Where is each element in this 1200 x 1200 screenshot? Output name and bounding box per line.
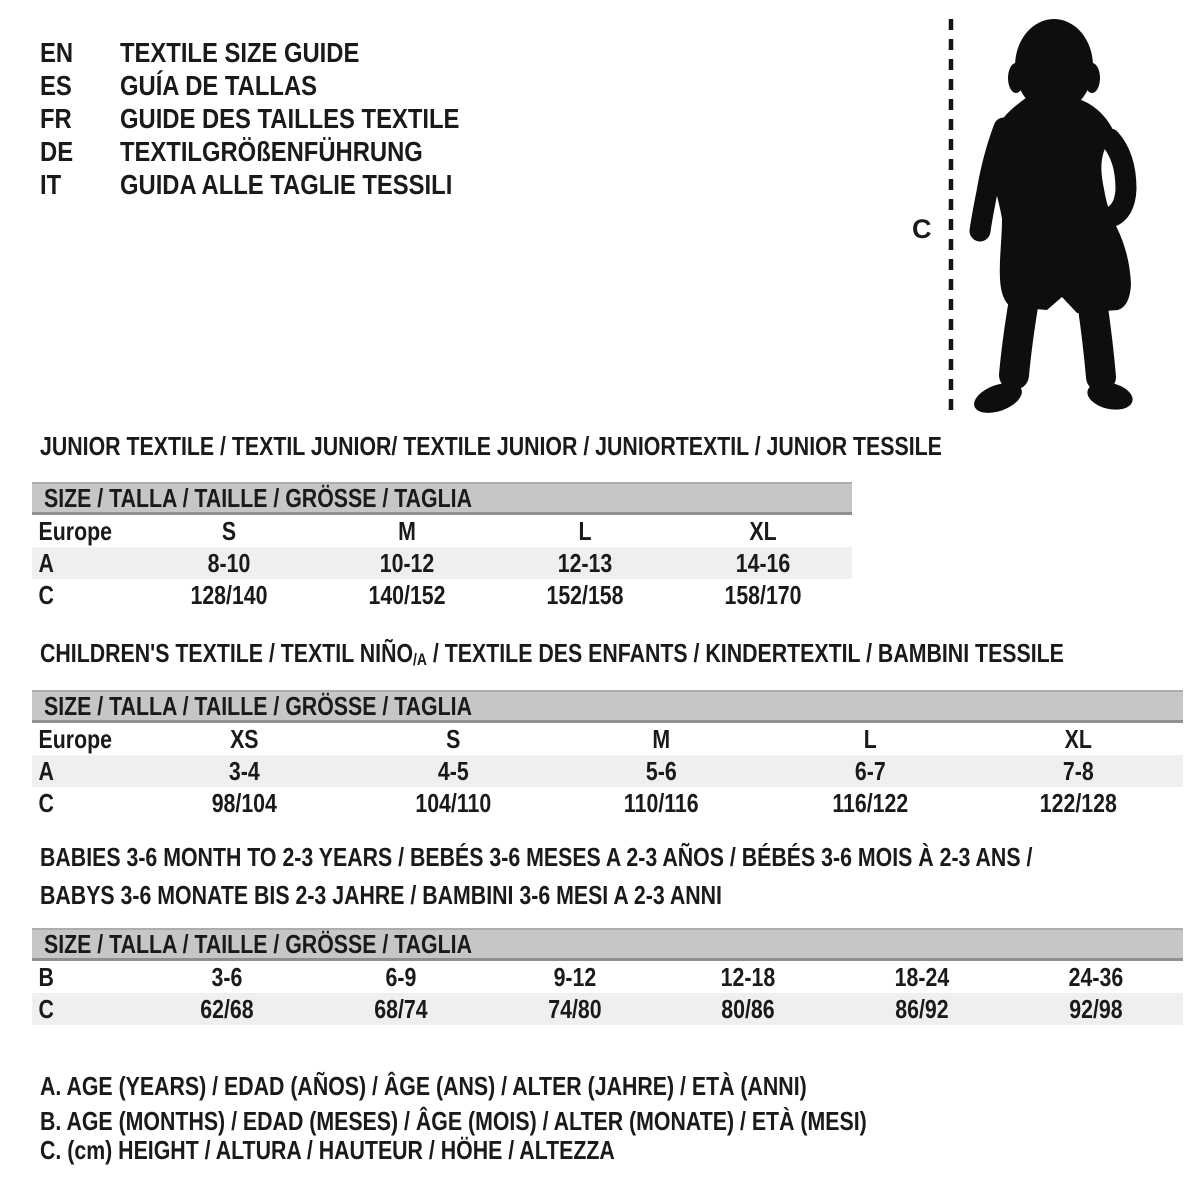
height-cell: 98/104 xyxy=(211,787,277,818)
children-title-text: CHILDREN'S TEXTILE / TEXTIL NIÑO xyxy=(40,638,414,668)
children-title-subscript: /A xyxy=(413,650,428,669)
children-section-title xyxy=(40,640,1064,670)
language-code: ES xyxy=(40,69,72,101)
junior-section-title: JUNIOR TEXTILE / TEXTIL JUNIOR/ TEXTILE JUNIOR / JUNIORTEXTIL / JUNIOR TESSILE xyxy=(40,431,942,461)
age-cell: 3-4 xyxy=(228,755,260,786)
size-cell: S xyxy=(445,723,461,754)
height-cell: 62/68 xyxy=(200,993,254,1024)
table-row xyxy=(32,993,1183,1025)
babies-section-title-line2: BABYS 3-6 MONATE BIS 2-3 JAHRE / BAMBINI 3-6 MESI A 2-3 ANNI xyxy=(40,880,722,910)
age-cell: 7-8 xyxy=(1063,755,1095,786)
row-label: C xyxy=(38,993,54,1024)
table-row xyxy=(32,723,1183,755)
language-label: TEXTILGRÖßENFÜHRUNG xyxy=(120,135,423,167)
size-cell: XL xyxy=(749,515,777,546)
language-list xyxy=(40,36,519,201)
age-cell: 24-36 xyxy=(1068,961,1124,992)
toddler-right-arm xyxy=(1110,139,1126,217)
legend-age-months: B. AGE (MONTHS) / EDAD (MESES) / ÂGE (MOIS) / ALTER (MONATE) / ETÀ (MESI) xyxy=(40,1106,867,1136)
age-cell: 9-12 xyxy=(553,961,596,992)
toddler-right-ear xyxy=(1084,63,1100,93)
language-label: TEXTILE SIZE GUIDE xyxy=(120,36,360,68)
age-cell: 4-5 xyxy=(437,755,469,786)
language-row xyxy=(40,102,519,135)
height-measure-dashed-line xyxy=(946,16,956,418)
toddler-left-leg xyxy=(1014,300,1024,375)
babies-section-title-line1: BABIES 3-6 MONTH TO 2-3 YEARS / BEBÉS 3-6 MESES A 2-3 AÑOS / BÉBÉS 3-6 MOIS À 2-3 ANS / xyxy=(40,842,1033,872)
age-cell: 14-16 xyxy=(735,547,791,578)
height-cell: 74/80 xyxy=(547,993,602,1024)
language-row xyxy=(40,168,519,201)
height-cell: 86/92 xyxy=(895,993,949,1024)
language-code: DE xyxy=(40,135,74,167)
row-label: Europe xyxy=(38,515,113,546)
junior-size-table xyxy=(32,482,852,611)
height-cell: 152/158 xyxy=(546,579,624,610)
height-measure-label: C xyxy=(912,214,932,244)
language-code: EN xyxy=(40,36,74,68)
age-cell: 12-13 xyxy=(557,547,613,578)
language-row xyxy=(40,69,519,102)
height-cell: 104/110 xyxy=(414,787,491,818)
babies-size-header-bar xyxy=(32,928,1183,961)
age-cell: 12-18 xyxy=(721,961,776,992)
age-cell: 5-6 xyxy=(646,755,677,786)
legend-height-cm: C. (cm) HEIGHT / ALTURA / HAUTEUR / HÖHE / ALTEZZA xyxy=(40,1135,615,1165)
row-label: A xyxy=(38,547,54,578)
height-cell: 80/86 xyxy=(721,993,776,1024)
age-cell: 3-6 xyxy=(211,961,243,992)
size-header-label: SIZE / TALLA / TAILLE / GRÖSSE / TAGLIA xyxy=(44,928,472,959)
legend-age-years: A. AGE (YEARS) / EDAD (AÑOS) / ÂGE (ANS) / ALTER (JAHRE) / ETÀ (ANNI) xyxy=(40,1071,807,1101)
age-cell: 18-24 xyxy=(894,961,950,992)
row-label: B xyxy=(38,961,54,992)
height-cell: 140/152 xyxy=(368,579,446,610)
height-cell: 110/116 xyxy=(624,787,699,818)
junior-size-header-bar xyxy=(32,482,852,515)
height-cell: 158/170 xyxy=(724,579,802,610)
size-cell: M xyxy=(398,515,416,546)
age-cell: 8-10 xyxy=(207,547,251,578)
toddler-left-ear xyxy=(1008,63,1024,93)
age-cell: 6-9 xyxy=(385,961,417,992)
row-label: Europe xyxy=(38,723,113,754)
toddler-right-leg xyxy=(1092,301,1101,377)
language-row xyxy=(40,36,519,69)
children-size-header-bar xyxy=(32,690,1183,723)
height-cell: 116/122 xyxy=(832,787,909,818)
table-row xyxy=(32,579,852,611)
language-label: GUIDE DES TAILLES TEXTILE xyxy=(120,102,460,134)
table-row xyxy=(32,787,1183,819)
height-cell: 68/74 xyxy=(374,993,428,1024)
height-cell: 122/128 xyxy=(1040,787,1118,818)
row-label: A xyxy=(38,755,54,786)
size-cell: L xyxy=(578,515,592,546)
size-cell: M xyxy=(652,723,671,754)
age-cell: 10-12 xyxy=(379,547,435,578)
row-label: C xyxy=(38,787,54,818)
children-size-table xyxy=(32,690,1183,819)
language-row xyxy=(40,135,519,168)
babies-size-table xyxy=(32,928,1183,1025)
size-cell: S xyxy=(221,515,237,546)
size-cell: L xyxy=(863,723,877,754)
children-title-text: / TEXTILE DES ENFANTS / KINDERTEXTIL / BAMBINI TESSILE xyxy=(427,638,1064,668)
table-row xyxy=(32,961,1183,993)
language-code: IT xyxy=(40,168,62,200)
size-header-label: SIZE / TALLA / TAILLE / GRÖSSE / TAGLIA xyxy=(44,482,472,513)
size-cell: XL xyxy=(1065,723,1093,754)
row-label: C xyxy=(38,579,54,610)
table-row xyxy=(32,755,1183,787)
table-row xyxy=(32,547,852,579)
toddler-silhouette xyxy=(968,17,1138,417)
age-cell: 6-7 xyxy=(854,755,886,786)
table-row xyxy=(32,515,852,547)
language-code: FR xyxy=(40,102,72,134)
size-cell: XS xyxy=(230,723,259,754)
language-label: GUÍA DE TALLAS xyxy=(120,69,318,101)
language-label: GUIDA ALLE TAGLIE TESSILI xyxy=(120,168,453,200)
toddler-silhouette-shapes xyxy=(970,19,1135,417)
height-cell: 128/140 xyxy=(190,579,268,610)
height-cell: 92/98 xyxy=(1069,993,1123,1024)
size-header-label: SIZE / TALLA / TAILLE / GRÖSSE / TAGLIA xyxy=(44,690,472,721)
